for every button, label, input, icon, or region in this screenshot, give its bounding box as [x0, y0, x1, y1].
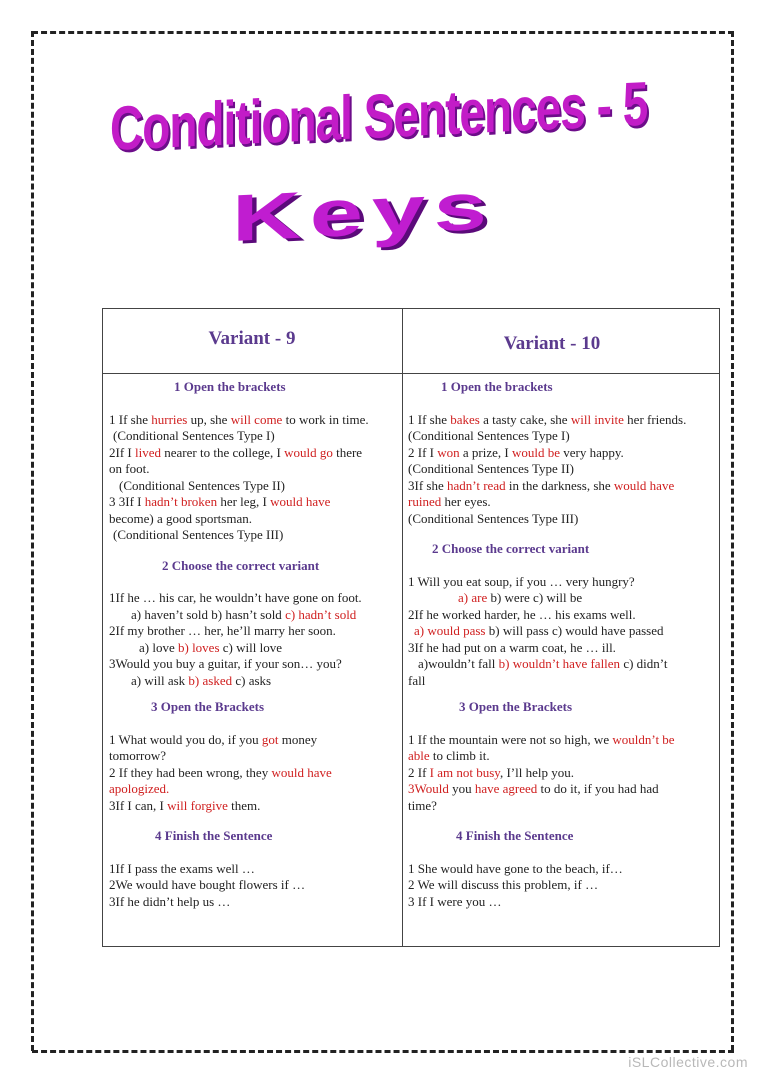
line-text: 2We would have bought flowers if … — [109, 877, 306, 892]
answer-line — [109, 781, 399, 798]
line-text: a)wouldn’t fall — [418, 656, 499, 671]
answer-line — [109, 590, 399, 607]
answer-line — [109, 640, 399, 657]
answer-highlight: won — [437, 444, 460, 460]
line-text: her friends. — [623, 411, 687, 427]
variant-10-column — [408, 379, 714, 910]
line-text: c) will love — [219, 639, 282, 655]
header-divider — [103, 373, 719, 374]
border-left — [31, 31, 34, 1051]
line-text: to work in time. — [282, 411, 369, 427]
answer-line — [109, 511, 399, 528]
section-title: 4 Finish the Sentence — [155, 828, 273, 843]
answer-line — [408, 861, 714, 878]
line-text: 1 Will you eat soup, if you … very hungry? — [408, 573, 635, 589]
answer-highlight: would go — [284, 444, 333, 460]
answer-highlight: ruined — [408, 494, 442, 509]
answer-highlight: will forgive — [167, 797, 228, 813]
section-spacer — [109, 396, 399, 412]
answer-highlight: c) hadn’t sold — [285, 606, 357, 622]
answer-line — [408, 428, 714, 445]
line-text: (Conditional Sentences Type III) — [408, 510, 579, 526]
answer-line — [408, 574, 714, 591]
line-text: (Conditional Sentences Type I) — [113, 428, 275, 443]
line-text: 1 What would you do, if you — [109, 731, 262, 747]
line-text: to climb it. — [429, 748, 490, 763]
line-text: 2 If they had been wrong, they — [109, 764, 272, 780]
line-text: , I’ll help you. — [499, 764, 574, 780]
section-title: 2 Choose the correct variant — [432, 541, 590, 556]
answer-highlight: apologized. — [109, 781, 170, 796]
line-text: (Conditional Sentences Type III) — [113, 527, 284, 542]
answer-line — [408, 445, 714, 462]
variant-10-heading: Variant - 10 — [503, 333, 601, 354]
answer-highlight: got — [261, 731, 279, 747]
answer-line — [109, 877, 399, 894]
answer-line — [109, 494, 399, 511]
answer-line — [109, 623, 399, 640]
line-text: c) asks — [232, 672, 272, 688]
section-spacer — [109, 574, 399, 590]
line-text: to do it, if you had had — [537, 781, 659, 796]
answer-highlight: hadn’t read — [447, 477, 506, 493]
line-text: 1 If she — [408, 411, 451, 427]
answer-line — [408, 623, 714, 640]
line-text: 3 3If I — [109, 494, 145, 509]
line-text: in the darkness, she — [505, 477, 614, 493]
answer-highlight: hurries — [151, 411, 188, 427]
section-gap — [109, 544, 399, 558]
line-text: you — [448, 781, 475, 796]
answer-line — [408, 765, 714, 782]
line-text: (Conditional Sentences Type II) — [408, 461, 575, 476]
answer-line — [408, 640, 714, 657]
line-text: 2If I — [109, 444, 135, 460]
section-spacer — [408, 716, 714, 732]
border-bottom — [32, 1050, 734, 1053]
line-text: 1If he … his car, he wouldn’t have gone on foot. — [109, 590, 362, 605]
section-gap — [109, 689, 399, 699]
line-text: 1 She would have gone to the beach, if… — [408, 860, 623, 876]
answer-highlight: have agreed — [474, 781, 538, 796]
watermark: iSLCollective.com — [628, 1054, 748, 1070]
answer-highlight: a) would pass — [414, 623, 486, 638]
answer-line — [109, 765, 399, 782]
page-title: Conditional Sentences - 5 — [110, 68, 648, 164]
answer-highlight: hadn’t broken — [144, 494, 218, 509]
line-text: 2 We will discuss this problem, if … — [408, 877, 599, 892]
line-text: c) didn’t — [620, 656, 668, 671]
line-text: up, she — [187, 411, 231, 427]
line-text: (Conditional Sentences Type I) — [408, 428, 570, 443]
line-text: them. — [227, 797, 261, 813]
section-gap — [408, 527, 714, 541]
line-text: tomorrow? — [109, 748, 167, 763]
section-gap — [408, 689, 714, 699]
line-text: money — [278, 731, 318, 747]
answer-highlight: b) asked — [188, 672, 233, 688]
answer-highlight: will come — [230, 411, 283, 427]
answer-line — [408, 732, 714, 749]
answer-line — [408, 607, 714, 624]
answer-line — [408, 478, 714, 495]
answer-line — [109, 748, 399, 765]
section-title: 4 Finish the Sentence — [456, 828, 574, 843]
line-text: 3 If I were you … — [408, 893, 502, 909]
line-text: very happy. — [560, 444, 624, 460]
line-text: 3If she — [408, 477, 447, 493]
answer-line — [408, 894, 714, 911]
section-spacer — [109, 845, 399, 861]
section-title: 3 Open the Brackets — [151, 699, 265, 714]
line-text: her leg, I — [217, 494, 271, 509]
answer-highlight: b) wouldn’t have fallen — [498, 656, 621, 671]
answer-line — [109, 428, 399, 445]
line-text: 2If he worked harder, he … his exams well. — [408, 606, 636, 622]
line-text: 1 If the mountain were not so high, we — [408, 731, 613, 747]
line-text: time? — [408, 797, 437, 813]
line-text: 3If he didn’t help us … — [109, 893, 231, 909]
line-text: a) will ask — [131, 672, 189, 688]
answer-highlight: 3Would — [408, 781, 449, 796]
keys-heading: Keys — [232, 168, 496, 255]
answer-highlight: b) loves — [177, 639, 220, 655]
line-text: nearer to the college, I — [161, 444, 285, 460]
answer-line — [408, 798, 714, 815]
answer-line — [109, 478, 399, 495]
answer-line — [109, 861, 399, 878]
line-text: there — [332, 444, 363, 460]
answer-highlight: a) are — [458, 590, 488, 605]
answer-line — [408, 590, 714, 607]
answer-line — [408, 781, 714, 798]
line-text: 3If I can, I — [109, 797, 168, 813]
answer-line — [408, 673, 714, 690]
answer-line — [408, 748, 714, 765]
column-divider — [402, 309, 403, 946]
answer-line — [109, 527, 399, 544]
answer-highlight: lived — [135, 444, 161, 460]
line-text: 3Would you buy a guitar, if your son… you? — [109, 656, 342, 671]
answer-line — [109, 894, 399, 911]
answer-line — [109, 412, 399, 429]
section-title: 1 Open the brackets — [441, 379, 553, 394]
answer-line — [408, 494, 714, 511]
line-text: 3If he had put on a warm coat, he … ill. — [408, 639, 616, 655]
line-text: fall — [408, 672, 426, 688]
line-text: 1 If she — [109, 411, 152, 427]
section-title: 2 Choose the correct variant — [162, 557, 320, 573]
line-text: 2 If — [408, 764, 430, 780]
line-text: a tasty cake, she — [479, 411, 571, 427]
answer-line — [109, 798, 399, 815]
section-spacer — [109, 716, 399, 732]
answer-line — [408, 877, 714, 894]
answer-line — [408, 461, 714, 478]
section-gap — [408, 814, 714, 828]
section-gap — [109, 814, 399, 828]
answer-highlight: able — [408, 748, 430, 763]
line-text: a) haven’t sold b) hasn’t sold — [131, 606, 286, 622]
answer-highlight: bakes — [450, 411, 480, 427]
section-title: 3 Open the Brackets — [459, 699, 573, 714]
line-text: 2If my brother … her, he’ll marry her soon. — [109, 623, 336, 638]
line-text: (Conditional Sentences Type II) — [119, 477, 286, 493]
line-text: a prize, I — [459, 444, 512, 460]
answer-highlight: I am not busy — [429, 764, 500, 780]
answer-line — [408, 511, 714, 528]
line-text: 2 If I — [408, 444, 438, 460]
answer-line — [109, 673, 399, 690]
section-spacer — [408, 558, 714, 574]
answer-highlight: would have — [270, 494, 331, 509]
section-spacer — [408, 845, 714, 861]
line-text: b) were c) will be — [487, 590, 583, 605]
answer-highlight: would be — [511, 444, 561, 460]
variant-9-heading: Variant - 9 — [208, 328, 296, 349]
line-text: 1If I pass the exams well … — [109, 860, 255, 876]
answer-line — [109, 607, 399, 624]
line-text: become) a good sportsman. — [109, 510, 252, 526]
border-right — [731, 31, 734, 1051]
variant-9-column — [109, 379, 399, 910]
answer-line — [109, 445, 399, 462]
line-text: her eyes. — [441, 494, 491, 509]
section-title: 1 Open the brackets — [174, 379, 286, 394]
line-text: on foot. — [109, 461, 150, 476]
section-spacer — [408, 396, 714, 412]
answer-line — [109, 461, 399, 478]
answer-table — [102, 308, 720, 947]
answer-highlight: would have — [271, 764, 332, 780]
answer-line — [109, 732, 399, 749]
answer-line — [408, 412, 714, 429]
answer-line — [408, 656, 714, 673]
line-text: a) love — [139, 639, 178, 655]
answer-line — [109, 656, 399, 673]
border-top — [32, 31, 734, 34]
answer-highlight: would have — [613, 477, 675, 493]
answer-highlight: will invite — [570, 411, 624, 427]
line-text: b) will pass c) would have passed — [485, 623, 664, 638]
answer-highlight: wouldn’t be — [612, 731, 675, 747]
